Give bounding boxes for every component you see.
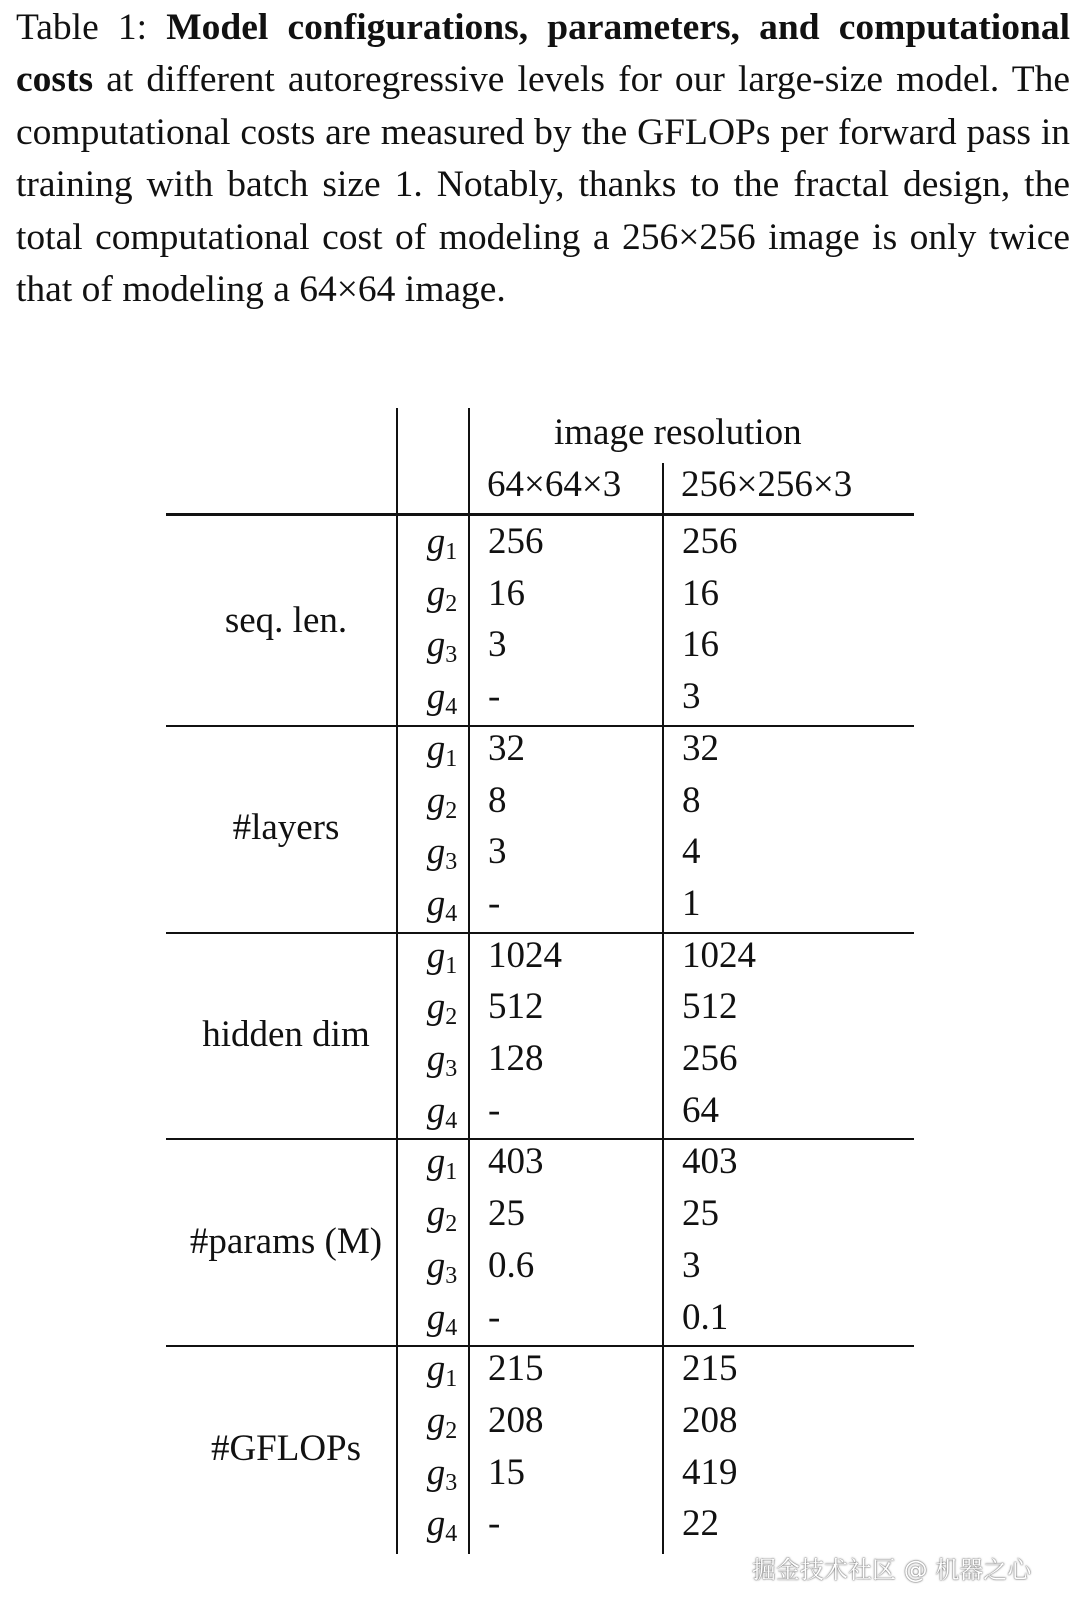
level-label [416,831,468,876]
cell-64: 208 [488,1399,544,1441]
column-header-64: 64×64×3 [487,464,622,505]
cell-256: 64 [682,1089,719,1131]
cell-256: 215 [682,1348,738,1390]
cell-256: 1024 [682,934,756,976]
level-index: 2 [445,1211,458,1238]
level-label [416,676,468,721]
level-label [416,1348,468,1393]
level-symbol: g [426,624,446,666]
cell-256: 0.1 [682,1296,729,1338]
level-symbol: g [426,1348,446,1390]
level-label [416,1089,468,1134]
cell-64: 32 [488,727,525,769]
row-label-2: hidden dim [202,1014,370,1055]
level-symbol: g [426,521,446,562]
level-label [416,986,468,1031]
cell-256: 32 [682,727,719,769]
level-symbol: g [426,882,446,924]
level-index: 4 [445,694,458,721]
cell-256: 403 [682,1141,738,1183]
level-symbol: g [426,572,446,614]
level-symbol: g [426,779,446,821]
level-label [416,779,468,824]
level-label [416,521,468,565]
level-index: 4 [445,1521,458,1548]
level-index: 4 [445,1107,458,1134]
cell-256: 256 [682,521,738,562]
cell-256: 512 [682,986,738,1028]
cell-64: 1024 [488,934,562,976]
level-label [416,1503,468,1548]
level-symbol: g [426,727,446,769]
level-index: 1 [445,745,458,772]
level-index: 1 [445,1366,458,1393]
level-symbol: g [426,1141,446,1183]
cell-64: 512 [488,986,544,1028]
level-label [416,624,468,669]
cell-64: - [488,882,501,924]
cell-256: 22 [682,1503,719,1545]
level-index: 4 [445,900,458,927]
level-symbol: g [426,1193,446,1235]
level-index: 1 [445,1159,458,1186]
level-label [416,1038,468,1082]
level-symbol: g [426,831,446,873]
level-index: 3 [445,1469,458,1496]
level-symbol: g [426,1038,446,1079]
cell-256: 25 [682,1193,719,1235]
level-label [416,1451,468,1496]
config-table [166,0,914,1621]
vertical-rule-levels [468,408,470,1554]
header-rule [166,513,914,516]
level-index: 2 [445,797,458,824]
vertical-rule-mid [662,463,664,1554]
caption-bold-title: Model configurations, parameters, and computational costs [16,7,1070,101]
cell-64: 3 [488,624,507,666]
level-label [416,1244,468,1289]
row-label-0: seq. len. [224,600,348,642]
cell-64: 8 [488,779,507,821]
level-index: 2 [445,590,458,617]
cell-256: 16 [682,624,719,666]
level-index: 2 [445,1417,458,1444]
caption-label: Table 1: [16,7,148,48]
level-label [416,1193,468,1238]
level-label [416,882,468,927]
cell-64: 256 [488,521,544,562]
vertical-rule-left [396,408,398,1554]
level-index: 1 [445,952,458,979]
cell-256: 256 [682,1038,738,1079]
level-label [416,934,468,979]
watermark: 掘金技术社区 @ 机器之心 [752,1556,1032,1584]
cell-64: - [488,1503,501,1545]
row-label-1: #layers [232,807,340,849]
level-symbol: g [426,1296,446,1338]
cell-64: - [488,1296,501,1338]
level-symbol: g [426,1503,446,1545]
level-symbol: g [426,986,446,1028]
cell-64: 3 [488,831,507,873]
group-separator-rule [166,725,914,727]
cell-64: 403 [488,1141,544,1183]
level-symbol: g [426,676,446,718]
level-index: 3 [445,1262,458,1289]
level-index: 1 [445,539,458,565]
group-separator-rule [166,932,914,934]
level-symbol: g [426,1089,446,1131]
level-symbol: g [426,1399,446,1441]
group-header: image resolution [554,412,802,453]
cell-64: 0.6 [488,1244,535,1286]
level-index: 2 [445,1004,458,1031]
cell-256: 1 [682,882,701,924]
cell-256: 419 [682,1451,738,1493]
level-symbol: g [426,1451,446,1493]
level-symbol: g [426,1244,446,1286]
row-label-3: #params (M) [189,1220,383,1262]
caption-text: at different autoregressive levels for our large-size model. The computational costs are measured by the GFLOPs per forward pass in training with batch size 1. Notably, thanks to the fractal design, the total computational cost of modeling a 256×256 image is only twice that of modeling a 64×64 image. [16,59,1071,311]
level-label [416,1399,468,1444]
cell-256: 3 [682,1244,701,1286]
level-label [416,727,468,772]
row-label-4: #GFLOPs [210,1427,362,1469]
cell-64: - [488,1089,501,1131]
cell-64: 16 [488,572,525,614]
level-label [416,1141,468,1186]
level-index: 4 [445,1314,458,1341]
cell-256: 8 [682,779,701,821]
cell-64: 25 [488,1193,525,1235]
cell-64: 128 [488,1038,544,1079]
cell-256: 16 [682,572,719,614]
column-header-256: 256×256×3 [681,464,853,505]
cell-64: 215 [488,1348,544,1390]
cell-256: 3 [682,676,701,718]
level-symbol: g [426,934,446,976]
level-index: 3 [445,642,458,669]
level-index: 3 [445,849,458,876]
level-label [416,572,468,617]
cell-256: 208 [682,1399,738,1441]
level-label [416,1296,468,1341]
level-index: 3 [445,1056,458,1082]
group-separator-rule [166,1345,914,1347]
cell-256: 4 [682,831,701,873]
cell-64: - [488,676,501,718]
cell-64: 15 [488,1451,525,1493]
group-separator-rule [166,1138,914,1140]
